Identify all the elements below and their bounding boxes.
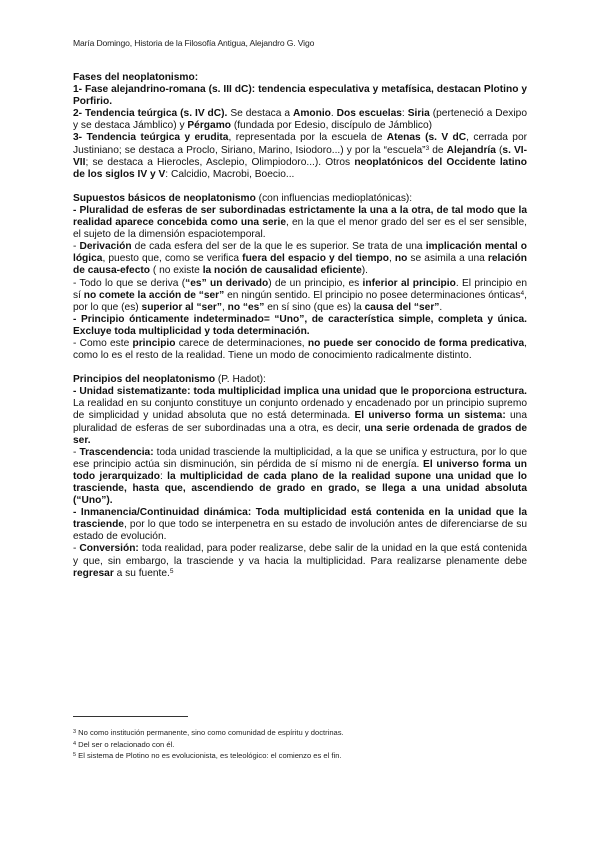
footnote-text: El sistema de Plotino no es evolucionista, es teleológico: el comienzo es el fin. bbox=[76, 751, 342, 761]
footnote bbox=[73, 750, 527, 762]
text-run-bold: la multiplicidad de cada plano de la realidad supone una unidad que lo trasciende, hasta que, ascendiendo de grado en grado, se llega a una unidad absoluta (“Uno”). bbox=[73, 470, 528, 507]
text-run: , bbox=[388, 253, 395, 265]
text-run: (P. Hadot): bbox=[215, 374, 266, 386]
paragraph-gap bbox=[73, 181, 527, 193]
text-run-bold: neoplatónicos del Occidente latino de los siglos IV y V bbox=[73, 156, 527, 180]
text-run-bold: Siria bbox=[407, 108, 430, 120]
text-run-bold: inferior al principio bbox=[362, 277, 456, 289]
section-heading-supuestos bbox=[73, 193, 527, 205]
text-run-bold: la noción de causalidad eficiente bbox=[202, 265, 362, 277]
footnote-number: 5 bbox=[73, 752, 77, 759]
principio-4 bbox=[73, 543, 527, 579]
text-run: - bbox=[73, 543, 80, 555]
principio-2 bbox=[73, 447, 527, 507]
text-run: - Como este bbox=[73, 337, 133, 349]
text-run: : bbox=[159, 470, 168, 482]
text-run: una pluralidad de esferas de ser subordinadas una a otra, es decir, bbox=[73, 410, 528, 434]
text-run: toda unidad trasciende la multiplicidad, a la que se unifica y estructura, por lo que ese principio actúa sin disminución, sin pérdida de sí mismo ni de energía. bbox=[73, 446, 527, 470]
text-run: - bbox=[73, 241, 80, 253]
text-run: - bbox=[73, 446, 80, 458]
text-run: ( bbox=[495, 144, 503, 156]
supuesto-3 bbox=[73, 278, 527, 314]
supuesto-1 bbox=[73, 205, 527, 241]
text-run: . bbox=[439, 301, 443, 313]
text-run-bold: superior al “ser” bbox=[141, 301, 222, 313]
heading-bold: Principios del neoplatonismo bbox=[73, 374, 216, 386]
text-run: de cada esfera del ser de la que le es superior. Se trata de una bbox=[131, 241, 426, 253]
text-run: se asimila a una bbox=[407, 253, 488, 265]
footnote-ref[interactable]: 4 bbox=[520, 289, 525, 297]
text-run: de bbox=[429, 144, 447, 156]
text-run-bold: implicación mental o lógica bbox=[73, 241, 527, 265]
text-run-bold: - Inmanencia/Continuidad dinámica: Toda multiplicidad está contenida en la unidad que la trasciende bbox=[73, 507, 527, 531]
principio-3 bbox=[73, 507, 527, 543]
text-run: ; se destaca a Hierocles, Asclepio, Olimpiodoro...). Otros bbox=[85, 156, 355, 168]
fase-3 bbox=[73, 132, 527, 180]
text-run: en ningún sentido. El principio no posee determinaciones ónticas bbox=[224, 289, 521, 301]
fase-1-text: 1- Fase alejandrino-romana (s. III dC): tendencia especulativa y metafísica, destacan Plotino y Porfirio. bbox=[73, 84, 527, 108]
text-run: a su fuente. bbox=[113, 567, 170, 579]
text-run-bold: Derivación bbox=[79, 241, 132, 253]
text-run: , en la que el menor grado del ser es el ser sensible, el sujeto de la dimensión espaciotemporal. bbox=[73, 217, 527, 241]
footnote-number: 4 bbox=[73, 740, 77, 747]
text-run-bold: una serie ordenada de grados de ser. bbox=[73, 422, 527, 446]
text-run: . El principio en sí bbox=[73, 277, 528, 301]
footnote-separator bbox=[73, 716, 188, 717]
text-run-bold: - Unidad sistematizante: toda multiplicidad implica una unidad que le proporciona estructura. bbox=[73, 386, 527, 398]
text-run-bold: no bbox=[394, 253, 408, 265]
text-run-bold: relación de causa-efecto bbox=[73, 253, 527, 277]
fase-3-title: 3- Tendencia teúrgica y erudita bbox=[73, 132, 229, 144]
heading-bold: Supuestos básicos de neoplatonismo bbox=[73, 192, 256, 204]
text-run: , por lo que todo se interpenetra en su estado de involución antes de diferenciarse de su estado de evolución. bbox=[73, 519, 527, 543]
footnote-number: 3 bbox=[73, 729, 77, 735]
text-run-bold: Dos escuelas bbox=[336, 108, 402, 120]
text-run-bold: El universo forma un sistema: bbox=[354, 410, 506, 422]
text-run: ( no existe bbox=[150, 265, 203, 277]
text-run: , puesto que, como se verifica bbox=[102, 253, 243, 265]
footnote bbox=[73, 727, 527, 739]
text-run-bold: - Principio ónticamente indeterminado= “Uno”, de característica simple, completa y única. Excluye toda multiplicidad y toda determinación. bbox=[73, 313, 527, 337]
text-run-bold: - Pluralidad de esferas de ser subordinadas estrictamente la una a la otra, de tal modo que la realidad aparece concebida como una serie bbox=[73, 204, 527, 229]
supuesto-5 bbox=[73, 338, 527, 362]
text-run: , representada por la escuela de bbox=[228, 132, 387, 144]
text-run: : Calcidio, Macrobi, Boecio... bbox=[165, 168, 295, 180]
footnote-text: No como institución permanente, sino como comunidad de espíritu y doctrinas. bbox=[76, 728, 344, 737]
text-run-bold: Amonio bbox=[292, 108, 331, 120]
text-run: , por lo que (es) bbox=[73, 289, 527, 313]
paragraph-gap bbox=[73, 362, 527, 374]
text-run-bold: regresar bbox=[73, 567, 114, 579]
text-run: (con influencias medioplatónicas): bbox=[255, 192, 413, 204]
supuesto-2 bbox=[73, 241, 527, 277]
text-run: - Todo lo que se deriva ( bbox=[73, 277, 186, 289]
text-run: La realidad en su conjunto constituye un conjunto ordenado y encadenado por un principio supremo de simplicidad y unidad absoluta que no está determinada. bbox=[73, 398, 527, 422]
text-run: , cerrada por Justiniano; se destaca a Proclo, Siriano, Marino, Isiodoro...) y por la “escuela” bbox=[73, 132, 528, 156]
text-run: ). bbox=[361, 265, 369, 277]
text-run: . bbox=[330, 108, 337, 120]
text-run: carece de determinaciones, bbox=[175, 337, 308, 349]
text-run-bold: fuera del espacio y del tiempo bbox=[242, 253, 389, 265]
text-run: Se destaca a bbox=[227, 108, 293, 120]
text-run-bold: no “es” bbox=[227, 301, 265, 313]
section-heading-fases: Fases del neoplatonismo: bbox=[73, 72, 199, 83]
text-run-bold: Pérgamo bbox=[187, 120, 231, 132]
text-run: ) de un principio, es bbox=[268, 277, 363, 289]
footnote-text: Del ser o relacionado con él. bbox=[76, 739, 175, 749]
text-run: , como lo es el resto de la realidad. Tiene un modo de conocimiento radicalmente distinto. bbox=[73, 337, 527, 362]
text-run: en sí sino (que es) la bbox=[264, 301, 365, 313]
text-run-bold: Atenas (s. V dC bbox=[386, 132, 467, 144]
text-run-bold: principio bbox=[132, 337, 176, 349]
fase-2 bbox=[73, 108, 527, 132]
text-run: (fundada por Edesio, discípulo de Jámblico) bbox=[230, 120, 433, 132]
running-header: María Domingo, Historia de la Filosofía Antigua, Alejandro G. Vigo bbox=[73, 38, 315, 48]
fase-1 bbox=[73, 84, 527, 108]
text-run-bold: causa del “ser” bbox=[364, 301, 440, 313]
document-body bbox=[73, 72, 527, 580]
section-heading-principios bbox=[73, 374, 527, 386]
footnote bbox=[73, 739, 527, 751]
text-run: toda realidad, para poder realizarse, debe salir de la unidad en la que está contenida y que, sin embargo, la trasciende y va hacia la multiplicidad. Para realizarse plenamente debe bbox=[73, 543, 527, 567]
text-run-bold: El universo forma un todo jerarquizado bbox=[73, 458, 527, 482]
text-run-bold: Alejandría bbox=[446, 144, 496, 156]
text-run-bold: no comete la acción de “ser” bbox=[83, 289, 225, 301]
text-run: : bbox=[401, 108, 408, 120]
text-run-bold: no puede ser conocido de forma predicativa bbox=[307, 337, 525, 349]
text-run-bold: Trascendencia: bbox=[79, 446, 154, 458]
footnote-ref[interactable]: 3 bbox=[425, 144, 430, 152]
text-run: (perteneció a Dexipo y se destaca Jámblico) y bbox=[73, 108, 527, 132]
text-run: , bbox=[221, 301, 228, 313]
principio-1 bbox=[73, 386, 527, 446]
supuesto-4 bbox=[73, 314, 527, 338]
text-run-bold: “es” un derivado bbox=[185, 277, 269, 289]
footnotes bbox=[73, 727, 527, 762]
footnote-ref[interactable]: 5 bbox=[169, 567, 174, 575]
text-run-bold: Conversión: bbox=[79, 543, 139, 555]
fase-2-title: 2- Tendencia teúrgica (s. IV dC). bbox=[73, 108, 228, 120]
text-run-bold: s. VI- VII bbox=[73, 144, 527, 168]
